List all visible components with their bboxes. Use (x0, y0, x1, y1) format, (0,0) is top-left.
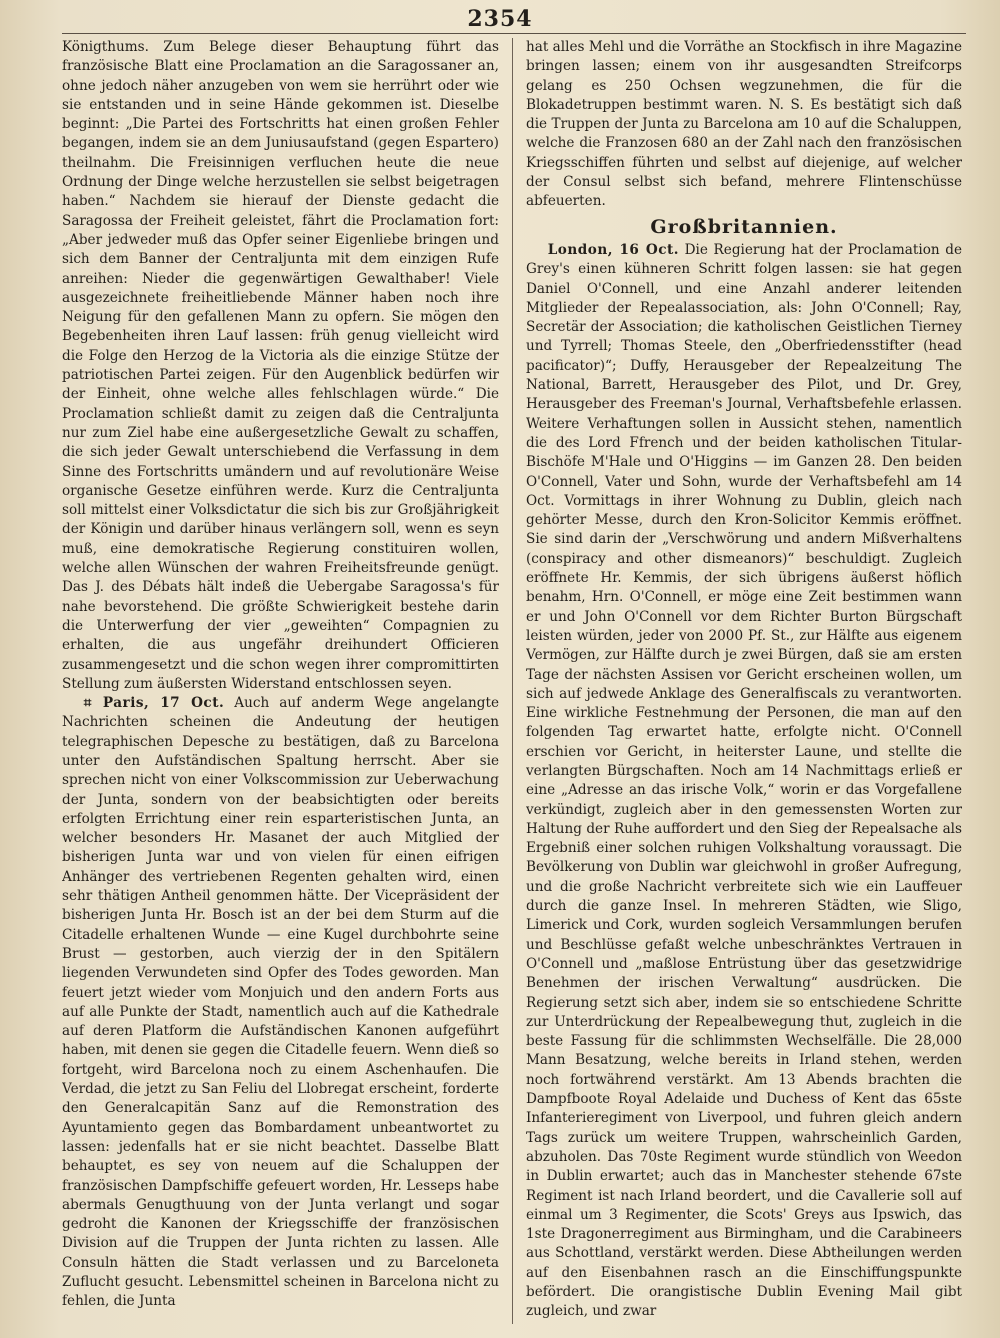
right-column (526, 38, 962, 1324)
article-text-london: Die Regierung hat der Proclamation de Grey's einen kühneren Schritt folgen lassen: sie hat gegen Daniel O'Connell, und eine Anzahl anderer leitenden Mitglieder der Repealassociation, als: John O'Connell; Ray, Secretär der Association; die katholischen Geistlichen Tierney und Tyrrell; Thomas Steele, den „Oberfriedensstifter (head pacificator)“; Duffy, Herausgeber der Repealzeitung The National, Barrett, Herausgeber des Pilot, und Dr. Grey, Herausgeber des Freeman's Journal, Verhaftsbefehle erlassen. Weitere Verhaftungen sollen in Aussicht stehen, namentlich die des Lord Ffrench und der beiden katholischen Titular-Bischöfe M'Hale und O'Higgins — im Ganzen 28. Den beiden O'Connell, Vater und Sohn, wurde der Verhaftsbefehl am 14 Oct. Vormittags in ihrer Wohnung zu Dublin, gleich nach gehörter Messe, durch den Kron-Solicitor Kemmis eröffnet. Sie sind darin der „Verschwörung und andern Mißverhaltens (conspiracy and other dismeanors)“ beschuldigt. Zugleich eröffnete Hr. Kemmis, der sich übrigens äußerst höflich benahm, Hrn. O'Connell, er möge eine Zeit bestimmen wann er und John O'Connell vor dem Richter Burton Bürgschaft leisten würden, jeder von 2000 Pf. St., zur Hälfte aus eigenem Vermögen, zur Hälfte durch je zwei Bürgen, daß sie am ersten Tage der nächsten Assisen vor Gericht erscheinen wollen, um sich auf jedwede Anklage des Generalfiscals zu verantworten. Eine wirkliche Festnehmung der Personen, die man auf den folgenden Tag erwartet hatte, erfolgte nicht. O'Connell erschien vor Gericht, in heiterster Laune, und stellte die verlangten Bürgschaften. Noch am 14 Nachmittags erließ er eine „Adresse an das irische Volk,“ worin er das Vorgefallene verkündigt, zugleich aber in den gemessensten Worten zur Haltung der Ruhe auffordert und den Sieg der Repealsache als Ergebniß einer solchen ruhigen Volkshaltung voraussagt. Die Bevölkerung von Dublin war gleichwohl in großer Aufregung, und die große Nachricht verbreitete sich wie ein Lauffeuer durch die ganze Insel. In mehreren Städten, wie Sligo, Limerick und Cork, wurden sogleich Versammlungen berufen und Beschlüsse gefaßt welche unbeschränktes Vertrauen in O'Connell und „maßlose Entrüstung über das gesetzwidrige Benehmen der irischen Verwaltung“ ausdrücken. Die Regierung setzt sich aber, indem sie so entschiedene Schritte zur Unterdrückung der Repealbewegung thut, zugleich in die beste Fassung für die schlimmsten Wechselfälle. Die 28,000 Mann Besatzung, welche bereits in Irland stehen, werden noch fortwährend verstärkt. Am 13 Abends brachten die Dampfboote Royal Adelaide und Duchess of Kent das 65ste Infanterieregiment von Liverpool, und fuhren gleich andern Tags zurück um weitere Truppen, wahrscheinlich Garden, abzuholen. Das 70ste Regiment wurde stündlich von Weedon in Dublin erwartet; auch das in Manchester stehende 67ste Regiment ist nach Irland beordert, und die Cavallerie soll auf einmal um 3 Regimenter, die Scots' Greys aus Ipswich, das 1ste Dragonerregiment aus Birmingham, und die Carabineers aus Schottland, verstärkt werden. Diese Abtheilungen werden auf den Eisenbahnen rasch an die Einschiffungspunkte befördert. Die orangistische Dublin Evening Mail gibt zugleich, und zwar (526, 241, 962, 1320)
section-heading-great-britain: Großbritannien. (650, 215, 838, 238)
dateline-paris: ⌗ Paris, 17 Oct. (83, 695, 225, 712)
page-number: 2354 (467, 6, 533, 32)
header-rule (62, 33, 966, 34)
article-paragraph-barcelona-continued: hat alles Mehl und die Vorräthe an Stockfisch in ihre Magazine bringen lassen; einem von ihr ausgesandten Streifcorps gelang es 250 Ochsen wegzunehmen, die für die Blokadetruppen bestimmt waren. N. S. Es bestätigt sich daß die Truppen der Junta zu Barcelona am 10 auf die Schaluppen, welche die Franzosen 680 an der Zahl nach den französischen Kriegsschiffen führten und selbst auf diejenige, auf welcher der Consul selbst sich befand, mehrere Flintenschüsse abfeuerten. (526, 39, 962, 210)
column-divider (512, 38, 513, 1324)
article-paragraph-paris (62, 694, 499, 1312)
left-column (62, 38, 499, 1324)
dateline-london: London, 16 Oct. (547, 241, 680, 258)
article-paragraph-london (526, 241, 962, 1322)
article-text-paris: Auch auf anderm Wege angelangte Nachrichten scheinen die Andeutung der heutigen telegraphischen Depesche zu bestätigen, daß zu Barcelona unter den Aufständischen Spaltung herrscht. Aber sie sprechen nicht von einer Volkscommission zur Ueberwachung der Junta, sondern von der beabsichtigten oder bereits erfolgten Errichtung einer rein esparteristischen Junta, an welcher besonders Hr. Masanet der auch Mitglied der bisherigen Junta war und von vielen für einen eifrigen Anhänger des vertriebenen Regenten gehalten wird, einen sehr thätigen Antheil genommen hätte. Der Vicepräsident der bisherigen Junta Hr. Bosch ist an der bei dem Sturm auf die Citadelle erhaltenen Wunde — eine Kugel durchbohrte seine Brust — gestorben, auch vierzig der in den Spitälern liegenden Verwundeten sind Opfer des Todes geworden. Man feuert jetzt wieder vom Monjuich und den andern Forts aus auf alle Punkte der Stadt, namentlich auch auf die Kathedrale auf deren Platform die Aufständischen Kanonen aufgeführt haben, mit denen sie gegen die Citadelle feuern. Wenn dieß so fortgeht, wird Barcelona noch zu einem Aschenhaufen. Die Verdad, die jetzt zu San Feliu del Llobregat erscheint, forderte den Generalcapitän Sanz auf die Remonstration des Ayuntamiento gegen das Bombardament unbeantwortet zu lassen: jedenfalls hat er sie nicht beachtet. Dasselbe Blatt behauptet, es sey von neuem auf die Schaluppen der französischen Dampfschiffe gefeuert worden, Hr. Lesseps habe abermals Genugthuung von der Junta verlangt und sogar gedroht die Kanonen der Kriegsschiffe der französischen Division auf die Truppen der Junta richten zu lassen. Alle Consuln hätten die Stadt verlassen und zu Barceloneta Zuflucht gesucht. Lebensmittel scheinen in Barcelona nicht zu fehlen, die Junta (62, 695, 499, 1310)
article-paragraph-spain-proclamation: Königthums. Zum Belege dieser Behauptung führt das französische Blatt eine Proclamation an die Saragossaner an, ohne jedoch näher anzugeben von wem sie herrührt oder wie sie entstanden und in seine Hände gekommen ist. Dieselbe beginnt: „Die Partei des Fortschritts hat einen großen Fehler begangen, indem sie an dem Juniusaufstand (gegen Espartero) theilnahm. Die Freisinnigen verfluchen heute die neue Ordnung der Dinge welche herzustellen sie selbst beigetragen haben.“ Nachdem sie hierauf der Dienste gedacht die Saragossa der Freiheit geleistet, fährt die Proclamation fort: „Aber jedweder muß das Opfer seiner Eigenliebe bringen und sich dem Banner der Centraljunta mit dem einzigen Rufe anreihen: Nieder die gegenwärtigen Gewalthaber! Viele ausgezeichnete freiheitliebende Männer haben noch ihre Neigung für den gefallenen Mann zu opfern. Sie mögen den Begebenheiten ihren Lauf lassen: früh genug vielleicht wird die Folge den Herzog de la Victoria als die einzige Stütze der patriotischen Partei zeigen. Für den Augenblick bedürfen wir der Einheit, ohne welche alles fehlschlagen würde.“ Die Proclamation schließt damit zu zeigen daß die Centraljunta nur zum Ziel habe eine außergesetzliche Gewalt zu schaffen, die sich jeder Gewalt unterschiebend die Verfassung in dem Sinne des Fortschritts umändern und auf revolutionäre Weise organische Gesetze einführen werde. Kurz die Centraljunta soll mittelst einer Volksdictatur die sich bis zur Großjährigkeit der Königin und darüber hinaus verlängern soll, wenn es seyn muß, eine demokratische Regierung constituiren wollen, welche allen Wünschen der wahren Freiheitsfreunde genügt. Das J. des Débats hält indeß die Uebergabe Saragossa's für nahe bevorstehend. Die größte Schwierigkeit bestehe darin die Unterwerfung der vier „geweihten“ Compagnien zu erhalten, die aus ungefähr dreihundert Officieren zusammengesetzt und die schon wegen ihrer compromittirten Stellung zum äußersten Widerstand entschlossen seyen. (62, 39, 499, 692)
